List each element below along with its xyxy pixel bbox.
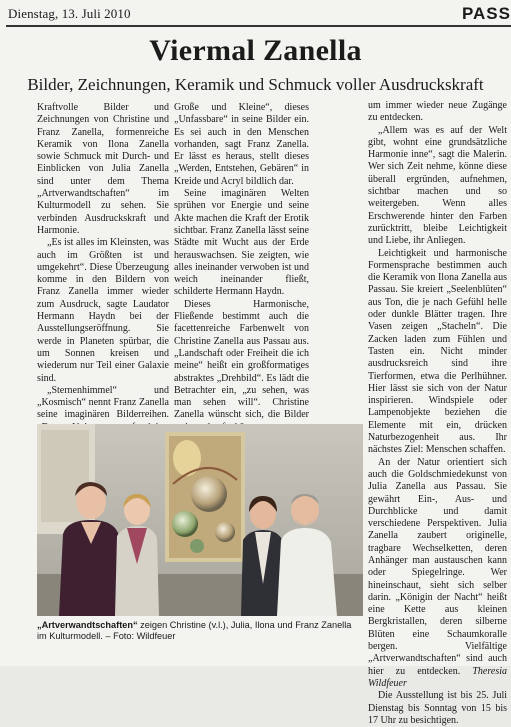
photo-credit: – Foto: Wildfeuer [102,631,176,641]
exhibition-photo [37,424,363,616]
paragraph: Die Ausstellung ist bis 25. Juli Dienstag bis Sonntag von 15 bis 17 Uhr zu besichtigen. [368,690,507,726]
article-column-1 [37,102,169,420]
author-name: Theresia Wildfeuer [368,665,507,689]
exhibition-photo-graphic [37,424,363,616]
paragraph: „Sternenhimmel“ und „Kosmisch“ nennt Franz Zanella seine imaginären Bilderreihen. [37,384,169,421]
article-column-2 [174,102,309,420]
paragraph [368,457,507,691]
paragraph: Leichtigkeit und harmonische Formensprache bestimmen auch die Keramik von Ilona Zanella aus Passau. Sie kreiert „Seelenblüten“ aus Ton, die je nach Gefühl helle oder dunkle Blätter tragen. Ihre Vasen zeigen „Stacheln“. Die Zacken laden zum Fühlen und Tasten ein. Nicht minder ausdrucksreich sind ihre Tierformen, etwa die Perlhühner. Hier lässt sie sich von der Natur inspirieren. Windspiele oder Lampenobjekte beziehen die Elemente mit ein, drücken Naturbezogenheit aus. Ihr nächstes Ziel: Menschen schaffen. [368,247,507,456]
paragraph: Dieses Harmonische, Fließende bestimmt auch die facettenreiche Farbenwelt von Christine Zanella aus Passau aus. „Landschaft oder Freiheit die ich meine“ heißt ein großformatiges abstraktes „Drehbild“. Es lädt die Betrachter ein, „zu sehen, was man sehen will“. Christine Zanella wünscht sich, die Bilder [174,298,309,421]
header-divider [6,25,511,27]
issue-date: Dienstag, 13. Juli 2010 [8,6,131,21]
paragraph: Große und Kleine“, dieses „Unfassbare“ in seine Bilder ein. Es sei auch in den Menschen vorhanden, sagt Franz Zanella. Er lässt es heraus, stellt dieses „Werden, Entstehen, Gebären“ in Kreide und Acryl bildlich dar. [174,102,309,187]
caption-text: zeigen Christine (v.l.), Julia, Ilona und Franz Zanella im Kulturmodell. [37,620,352,641]
article-column-3 [368,100,507,726]
article-subheadline: Bilder, Zeichnungen, Keramik und Schmuck voller Ausdruckskraft [27,75,484,94]
paragraph: Seine imaginären Welten sprühen vor Energie und seine Akte machen die Kraft der Erotik sichtbar. Franz Zanella lässt seine Städte mit Wucht aus der Erde herauswachsen. Sie zeigten, wie alles ineinander verwoben ist und weich ineinander fließt, schilderte Hermann Haydn. [174,188,309,298]
paragraph-text: An der Natur orientiert sich auch die Goldschmiedekunst von Julia Zanella aus Passau. Sie gewährt Ein-, Aus- und Durchblicke und damit verschiedene Perspektiven. Julia Zanella zaubert originelle, tragbare Wechselketten, deren Anhänger man austauschen kann oder Spiegelringe. Wer hineinschaut, sieht sich selber darin. „Königin der Nacht“ heißt eine Kette aus kleinen Bergkristallen, deren silberne Blüten eine Schaumkoralle bergen. Vielfältige „Artverwandtschaften“ sind auch hier zu entdecken. [368,456,507,677]
paragraph: „Es ist alles im Kleinsten, was auch im Größten ist und umgekehrt“. Diese Überzeugung komme in den Bildern von Franz Zanella immer wieder zum Ausdruck, sagte Laudator Hermann Haydn bei der Ausstellungseröffnung. Sie werde in Planeten spürbar, die um Sonnen kreisen und wiederum nur Teil einer Galaxie sind. [37,237,169,384]
paragraph: „Allem was es auf der Welt gibt, wohnt eine grundsätzliche Harmonie inne“, sagt die Malerin. Wer sich Zeit nehme, könne diese überall ergründen, aufnehmen, sichtbar machen und so weitergeben. Wenn alles Erschwerende hinter den Farben zurücktritt, bleibe Leichtigkeit und Liebe, ihr Anliegen. [368,124,507,247]
paragraph: um immer wieder neue Zugänge zu entdecken. [368,100,507,124]
article-headline: Viermal Zanella [149,34,362,67]
section-name: PASS [461,4,511,23]
photo-caption [37,620,363,642]
paragraph: Kraftvolle Bilder und Zeichnungen von Christine und Franz Zanella, formenreiche Keramik von Ilona Zanella sowie Schmuck mit Durch- und Einblicken von Julia Zanella sind unter dem Thema „Artverwandtschaften“ im Kulturmodell zu sehen. Sie verbinden Ausdruckskraft und Harmonie. [37,102,169,236]
caption-title: „Artverwandtschaften“ [37,620,138,630]
